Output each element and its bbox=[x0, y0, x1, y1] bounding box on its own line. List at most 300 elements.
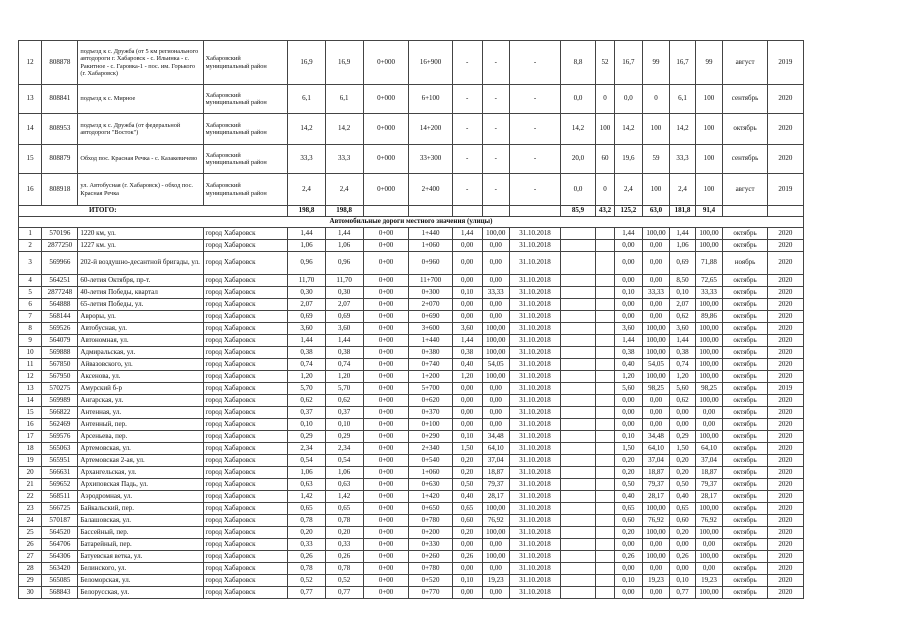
road-code: 808918 bbox=[42, 174, 78, 206]
col-14: 1,50 bbox=[670, 443, 695, 455]
street-name: 40-летия Победы, квартал bbox=[78, 287, 203, 299]
col-12: 0,26 bbox=[615, 551, 643, 563]
col-13: 33,33 bbox=[642, 287, 670, 299]
table-row bbox=[19, 431, 804, 443]
length: 0,62 bbox=[288, 395, 325, 407]
col-10: 28,17 bbox=[482, 491, 510, 503]
col-14: 0,62 bbox=[670, 395, 695, 407]
date: 31.10.2018 bbox=[510, 419, 561, 431]
street-name: Аэродромная, ул. bbox=[78, 491, 203, 503]
km-start: 0+00 bbox=[363, 323, 409, 335]
col-12: 1,20 bbox=[615, 371, 643, 383]
row-number: 16 bbox=[19, 419, 42, 431]
col-14: 0,69 bbox=[670, 252, 695, 275]
year: 2020 bbox=[767, 527, 803, 539]
length: 2,34 bbox=[288, 443, 325, 455]
col-10: 0,00 bbox=[482, 299, 510, 311]
col-12: 0,00 bbox=[615, 240, 643, 252]
col-14: 0,29 bbox=[670, 431, 695, 443]
road-code: 808878 bbox=[42, 41, 78, 85]
km-end: 0+520 bbox=[409, 575, 452, 587]
city: город Хабаровск bbox=[203, 359, 288, 371]
col-12: 1,44 bbox=[615, 228, 643, 240]
district: Хабаровский муниципальный район bbox=[203, 174, 288, 206]
km-end: 1+420 bbox=[409, 491, 452, 503]
km-start: 0+00 bbox=[363, 419, 409, 431]
itogo-label: ИТОГО: bbox=[19, 206, 288, 217]
city: город Хабаровск bbox=[203, 551, 288, 563]
date: 31.10.2018 bbox=[510, 491, 561, 503]
col-13: 0,00 bbox=[642, 587, 670, 599]
km-end: 2+400 bbox=[409, 174, 452, 206]
row-number: 28 bbox=[19, 563, 42, 575]
col-15: 89,86 bbox=[695, 311, 723, 323]
row-number: 4 bbox=[19, 275, 42, 287]
road-code: 568511 bbox=[42, 491, 78, 503]
street-name: Артемовская, ул. bbox=[78, 443, 203, 455]
month: октябрь bbox=[723, 479, 768, 491]
table-row bbox=[19, 539, 804, 551]
length: 0,65 bbox=[288, 503, 325, 515]
col-9: 3,60 bbox=[452, 323, 482, 335]
col-10: 0,00 bbox=[482, 383, 510, 395]
col-16: 2,4 bbox=[670, 174, 695, 206]
col-13: 100,00 bbox=[642, 335, 670, 347]
street-name: Балашовская, ул. bbox=[78, 515, 203, 527]
km-end: 0+200 bbox=[409, 527, 452, 539]
km-start: 0+00 bbox=[363, 479, 409, 491]
km-end: 0+100 bbox=[409, 419, 452, 431]
table-row bbox=[19, 479, 804, 491]
col-15: 100,00 bbox=[695, 371, 723, 383]
km-end: 0+620 bbox=[409, 395, 452, 407]
col-14: 8,50 bbox=[670, 275, 695, 287]
road-code: 569989 bbox=[42, 395, 78, 407]
city: город Хабаровск bbox=[203, 419, 288, 431]
km-start: 0+00 bbox=[363, 335, 409, 347]
itogo-c13: 43,2 bbox=[596, 206, 615, 217]
road-name: подъезд к с. Дружба (от федеральной автодороги "Восток") bbox=[78, 114, 203, 145]
row-number: 6 bbox=[19, 299, 42, 311]
year: 2020 bbox=[767, 491, 803, 503]
row-number: 29 bbox=[19, 575, 42, 587]
date: 31.10.2018 bbox=[510, 275, 561, 287]
col-9: 0,60 bbox=[452, 515, 482, 527]
col-14: 0,50 bbox=[670, 479, 695, 491]
col-10: 100,00 bbox=[482, 503, 510, 515]
km-end: 0+370 bbox=[409, 407, 452, 419]
length: 0,37 bbox=[288, 407, 325, 419]
date: 31.10.2018 bbox=[510, 503, 561, 515]
city: город Хабаровск bbox=[203, 299, 288, 311]
row-number: 17 bbox=[19, 431, 42, 443]
year: 2019 bbox=[767, 41, 803, 85]
col-14: 2,4 bbox=[615, 174, 643, 206]
city: город Хабаровск bbox=[203, 575, 288, 587]
length-total: 1,20 bbox=[325, 371, 363, 383]
row-number: 16 bbox=[19, 174, 42, 206]
length-total: 0,30 bbox=[325, 287, 363, 299]
itogo-c14: 125,2 bbox=[615, 206, 643, 217]
km-end: 5+700 bbox=[409, 383, 452, 395]
col-14: 0,00 bbox=[670, 407, 695, 419]
month: октябрь bbox=[723, 467, 768, 479]
col-14: 0,10 bbox=[670, 287, 695, 299]
col-16: 14,2 bbox=[670, 114, 695, 145]
col-12: 0,00 bbox=[615, 252, 643, 275]
city: город Хабаровск bbox=[203, 323, 288, 335]
col-14: 0,0 bbox=[615, 85, 643, 114]
col-9: 0,10 bbox=[452, 431, 482, 443]
col-14: 0,26 bbox=[670, 551, 695, 563]
col-13: 0,00 bbox=[642, 563, 670, 575]
street-name: Авроры, ул. bbox=[78, 311, 203, 323]
row-number: 23 bbox=[19, 503, 42, 515]
km-start: 0+00 bbox=[363, 240, 409, 252]
length: 0,74 bbox=[288, 359, 325, 371]
col-15: 18,87 bbox=[695, 467, 723, 479]
date: 31.10.2018 bbox=[510, 431, 561, 443]
length: 1,44 bbox=[288, 335, 325, 347]
col-14: 0,38 bbox=[670, 347, 695, 359]
length: 16,9 bbox=[288, 41, 325, 85]
length-total: 0,33 bbox=[325, 539, 363, 551]
col-10: 0,00 bbox=[482, 407, 510, 419]
street-name: Автобусная, ул. bbox=[78, 323, 203, 335]
roads-table bbox=[18, 40, 804, 599]
length-total: 0,26 bbox=[325, 551, 363, 563]
col-12: 0,10 bbox=[615, 287, 643, 299]
row-number: 7 bbox=[19, 311, 42, 323]
date: 31.10.2018 bbox=[510, 335, 561, 347]
km-start: 0+00 bbox=[363, 347, 409, 359]
km-end: 33+300 bbox=[409, 145, 452, 174]
street-name: Ангарская, ул. bbox=[78, 395, 203, 407]
street-name: Белинского, ул. bbox=[78, 563, 203, 575]
road-code: 568144 bbox=[42, 311, 78, 323]
col-15: 28,17 bbox=[695, 491, 723, 503]
month: август bbox=[723, 174, 768, 206]
city: город Хабаровск bbox=[203, 240, 288, 252]
length: 0,52 bbox=[288, 575, 325, 587]
col-15: 100,00 bbox=[695, 395, 723, 407]
col-12: 0,20 bbox=[615, 467, 643, 479]
length-total: 0,63 bbox=[325, 479, 363, 491]
km-start: 0+00 bbox=[363, 431, 409, 443]
city: город Хабаровск bbox=[203, 395, 288, 407]
km-start: 0+00 bbox=[363, 371, 409, 383]
col-9: 0,00 bbox=[452, 539, 482, 551]
row-number: 30 bbox=[19, 587, 42, 599]
col-13: 0 bbox=[596, 85, 615, 114]
col-15: 100 bbox=[642, 114, 670, 145]
month: октябрь bbox=[723, 335, 768, 347]
length-total: 1,44 bbox=[325, 335, 363, 347]
km-start: 0+00 bbox=[363, 287, 409, 299]
row-number: 27 bbox=[19, 551, 42, 563]
road-code: 568843 bbox=[42, 587, 78, 599]
col-10: 100,00 bbox=[482, 323, 510, 335]
col-17: 99 bbox=[695, 41, 723, 85]
km-start: 0+00 bbox=[363, 383, 409, 395]
col-9: 1,20 bbox=[452, 371, 482, 383]
year: 2020 bbox=[767, 539, 803, 551]
col-13: 100,00 bbox=[642, 371, 670, 383]
col-15: 79,37 bbox=[695, 479, 723, 491]
length: 5,70 bbox=[288, 383, 325, 395]
col-9: 0,00 bbox=[452, 299, 482, 311]
date: 31.10.2018 bbox=[510, 252, 561, 275]
street-name: Артемовская 2-ая, ул. bbox=[78, 455, 203, 467]
city: город Хабаровск bbox=[203, 491, 288, 503]
col-15: 64,10 bbox=[695, 443, 723, 455]
road-code: 569652 bbox=[42, 479, 78, 491]
road-code: 563420 bbox=[42, 563, 78, 575]
city: город Хабаровск bbox=[203, 275, 288, 287]
km-start: 0+00 bbox=[363, 407, 409, 419]
col-17: 100 bbox=[695, 174, 723, 206]
road-code: 565951 bbox=[42, 455, 78, 467]
year: 2020 bbox=[767, 419, 803, 431]
km-start: 0+000 bbox=[363, 114, 409, 145]
col-15: 59 bbox=[642, 145, 670, 174]
col-13: 0,00 bbox=[642, 419, 670, 431]
road-code: 2877248 bbox=[42, 287, 78, 299]
col-13: 100,00 bbox=[642, 323, 670, 335]
col-14: 0,60 bbox=[670, 515, 695, 527]
col-12: 20,0 bbox=[561, 145, 596, 174]
col-12: 0,20 bbox=[615, 527, 643, 539]
length-total: 33,3 bbox=[325, 145, 363, 174]
district: Хабаровский муниципальный район bbox=[203, 114, 288, 145]
row-number: 9 bbox=[19, 335, 42, 347]
road-code: 564079 bbox=[42, 335, 78, 347]
street-name: Байкальский, пер. bbox=[78, 503, 203, 515]
row-number: 21 bbox=[19, 479, 42, 491]
date: 31.10.2018 bbox=[510, 371, 561, 383]
col-13: 18,87 bbox=[642, 467, 670, 479]
street-name: Айвазовского, ул. bbox=[78, 359, 203, 371]
table-row bbox=[19, 575, 804, 587]
col-13: 0 bbox=[596, 174, 615, 206]
itogo-row bbox=[19, 206, 804, 217]
table-row bbox=[19, 491, 804, 503]
city: город Хабаровск bbox=[203, 467, 288, 479]
col-15: 100,00 bbox=[695, 228, 723, 240]
length: 2,07 bbox=[288, 299, 325, 311]
col-12: 0,00 bbox=[615, 587, 643, 599]
city: город Хабаровск bbox=[203, 503, 288, 515]
col-12: 0,50 bbox=[615, 479, 643, 491]
col-14: 0,40 bbox=[670, 491, 695, 503]
city: город Хабаровск bbox=[203, 335, 288, 347]
street-name: Бассейный, пер. bbox=[78, 527, 203, 539]
year: 2020 bbox=[767, 455, 803, 467]
month: октябрь bbox=[723, 311, 768, 323]
col-14: 0,77 bbox=[670, 587, 695, 599]
city: город Хабаровск bbox=[203, 228, 288, 240]
row-number: 12 bbox=[19, 41, 42, 85]
col-14: 2,07 bbox=[670, 299, 695, 311]
length-total: 0,62 bbox=[325, 395, 363, 407]
col-9: 0,65 bbox=[452, 503, 482, 515]
length: 0,29 bbox=[288, 431, 325, 443]
col-9: - bbox=[452, 41, 482, 85]
km-end: 0+690 bbox=[409, 311, 452, 323]
month: октябрь bbox=[723, 491, 768, 503]
col-12: 1,50 bbox=[615, 443, 643, 455]
table-row bbox=[19, 323, 804, 335]
col-15: 100,00 bbox=[695, 527, 723, 539]
col-13: 0,00 bbox=[642, 299, 670, 311]
date: 31.10.2018 bbox=[510, 479, 561, 491]
date: 31.10.2018 bbox=[510, 240, 561, 252]
table-row bbox=[19, 371, 804, 383]
km-end: 1+440 bbox=[409, 335, 452, 347]
km-end: 2+340 bbox=[409, 443, 452, 455]
col-14: 0,00 bbox=[670, 563, 695, 575]
length-total: 0,65 bbox=[325, 503, 363, 515]
km-start: 0+00 bbox=[363, 587, 409, 599]
year: 2020 bbox=[767, 551, 803, 563]
month: октябрь bbox=[723, 539, 768, 551]
col-16: 33,3 bbox=[670, 145, 695, 174]
year: 2020 bbox=[767, 359, 803, 371]
table-row bbox=[19, 395, 804, 407]
road-code: 569576 bbox=[42, 431, 78, 443]
road-code: 562469 bbox=[42, 419, 78, 431]
table-row bbox=[19, 383, 804, 395]
section-row bbox=[19, 217, 804, 228]
road-code: 570275 bbox=[42, 383, 78, 395]
city: город Хабаровск bbox=[203, 252, 288, 275]
row-number: 24 bbox=[19, 515, 42, 527]
col-13: 100,00 bbox=[642, 228, 670, 240]
col-12: 0,00 bbox=[615, 299, 643, 311]
street-name: Арсеньева, пер. bbox=[78, 431, 203, 443]
col-17: 100 bbox=[695, 114, 723, 145]
road-code: 567850 bbox=[42, 359, 78, 371]
col-9: 0,00 bbox=[452, 383, 482, 395]
col-10: 100,00 bbox=[482, 228, 510, 240]
city: город Хабаровск bbox=[203, 587, 288, 599]
km-start: 0+00 bbox=[363, 275, 409, 287]
year: 2020 bbox=[767, 287, 803, 299]
road-name: Обход пос. Красная Речка - с. Казакевичево bbox=[78, 145, 203, 174]
city: город Хабаровск bbox=[203, 539, 288, 551]
length-total: 0,10 bbox=[325, 419, 363, 431]
date: 31.10.2018 bbox=[510, 228, 561, 240]
road-name: подъезд к с. Дружба (от 5 км регионального автодороги г. Хабаровск - с. Ильинка - с. Ракитное - с. Гаровка-1 - пос. им. Горького (г. Хабаровск) bbox=[78, 41, 203, 85]
col-10: 64,10 bbox=[482, 443, 510, 455]
km-end: 0+540 bbox=[409, 455, 452, 467]
date: 31.10.2018 bbox=[510, 299, 561, 311]
km-start: 0+00 bbox=[363, 563, 409, 575]
city: город Хабаровск bbox=[203, 347, 288, 359]
col-10: 0,00 bbox=[482, 240, 510, 252]
length: 33,3 bbox=[288, 145, 325, 174]
city: город Хабаровск bbox=[203, 431, 288, 443]
col-15: 100,00 bbox=[695, 503, 723, 515]
street-name: Амурский б-р bbox=[78, 383, 203, 395]
km-end: 0+650 bbox=[409, 503, 452, 515]
col-15: 98,25 bbox=[695, 383, 723, 395]
km-start: 0+00 bbox=[363, 515, 409, 527]
year: 2019 bbox=[767, 383, 803, 395]
road-code: 566631 bbox=[42, 467, 78, 479]
year: 2020 bbox=[767, 145, 803, 174]
length: 0,26 bbox=[288, 551, 325, 563]
month: октябрь bbox=[723, 347, 768, 359]
col-12: 1,44 bbox=[615, 335, 643, 347]
row-number: 5 bbox=[19, 287, 42, 299]
km-start: 0+00 bbox=[363, 503, 409, 515]
col-16: 6,1 bbox=[670, 85, 695, 114]
row-number: 25 bbox=[19, 527, 42, 539]
table-row bbox=[19, 455, 804, 467]
city: город Хабаровск bbox=[203, 455, 288, 467]
col-10: 100,00 bbox=[482, 551, 510, 563]
month: ноябрь bbox=[723, 252, 768, 275]
km-start: 0+00 bbox=[363, 443, 409, 455]
city: город Хабаровск bbox=[203, 527, 288, 539]
col-15: 100,00 bbox=[695, 359, 723, 371]
road-code: 567950 bbox=[42, 371, 78, 383]
col-10: 76,92 bbox=[482, 515, 510, 527]
col-9: 0,26 bbox=[452, 551, 482, 563]
length: 1,20 bbox=[288, 371, 325, 383]
itogo-c12: 85,9 bbox=[561, 206, 596, 217]
street-name: 65-летия Победы, ул. bbox=[78, 299, 203, 311]
length-total: 0,78 bbox=[325, 515, 363, 527]
itogo-len2: 198,8 bbox=[325, 206, 363, 217]
year: 2020 bbox=[767, 311, 803, 323]
col-15: 76,92 bbox=[695, 515, 723, 527]
table-row bbox=[19, 85, 804, 114]
street-name: Автономная, ул. bbox=[78, 335, 203, 347]
month: сентябрь bbox=[723, 145, 768, 174]
street-name: 202-й воздушно-десантной бригады, ул. bbox=[78, 252, 203, 275]
table-row bbox=[19, 527, 804, 539]
section-title: Автомобильные дороги местного значения (улицы) bbox=[19, 217, 804, 228]
table-row bbox=[19, 114, 804, 145]
row-number: 11 bbox=[19, 359, 42, 371]
road-code: 564706 bbox=[42, 539, 78, 551]
date: 31.10.2018 bbox=[510, 287, 561, 299]
street-name: Адмиральская, ул. bbox=[78, 347, 203, 359]
road-code: 808841 bbox=[42, 85, 78, 114]
table-row bbox=[19, 587, 804, 599]
col-9: 0,40 bbox=[452, 359, 482, 371]
col-12: 0,00 bbox=[615, 275, 643, 287]
year: 2020 bbox=[767, 114, 803, 145]
month: октябрь bbox=[723, 419, 768, 431]
length-total: 1,06 bbox=[325, 240, 363, 252]
month: октябрь bbox=[723, 371, 768, 383]
city: город Хабаровск bbox=[203, 479, 288, 491]
row-number: 18 bbox=[19, 443, 42, 455]
col-11: - bbox=[510, 41, 561, 85]
row-number: 15 bbox=[19, 407, 42, 419]
month: август bbox=[723, 41, 768, 85]
itogo-c17: 91,4 bbox=[695, 206, 723, 217]
length-total: 16,9 bbox=[325, 41, 363, 85]
km-start: 0+000 bbox=[363, 41, 409, 85]
col-15: 71,88 bbox=[695, 252, 723, 275]
road-code: 569888 bbox=[42, 347, 78, 359]
length-total: 0,54 bbox=[325, 455, 363, 467]
upper-rows bbox=[19, 41, 804, 206]
